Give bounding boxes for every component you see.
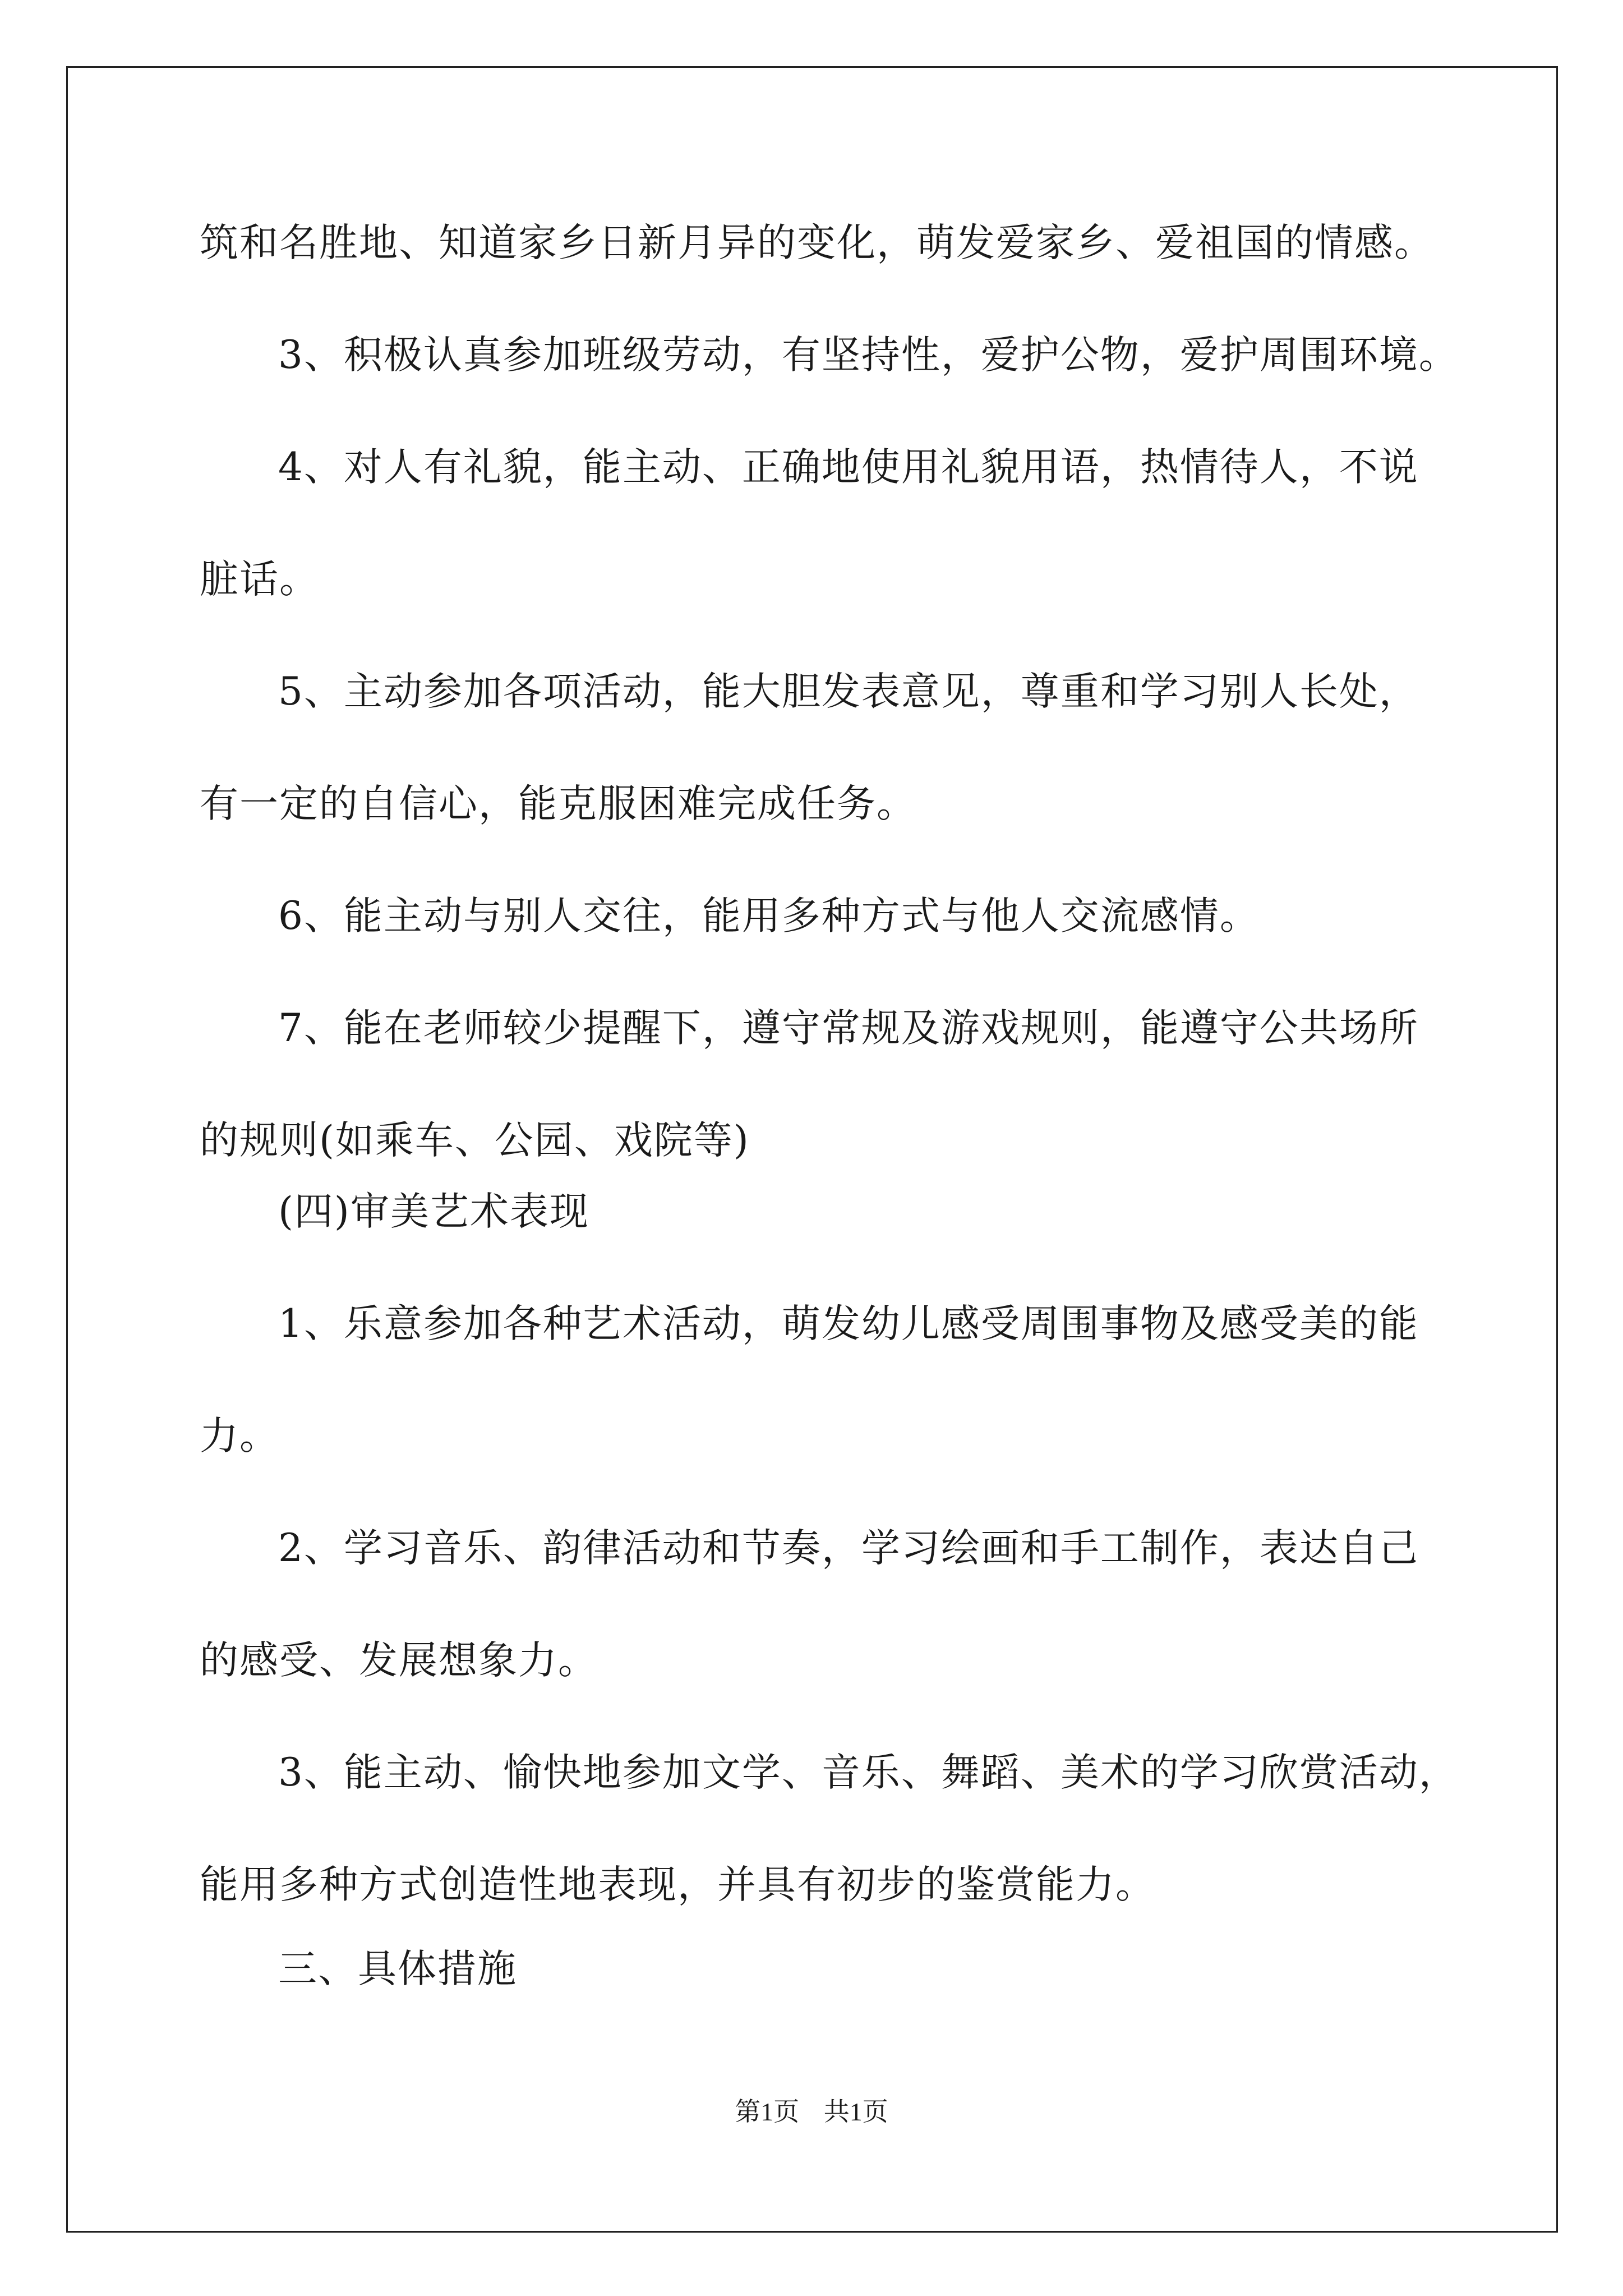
body-text-line: 筑和名胜地、知道家乡日新月异的变化，萌发爱家乡、爱祖国的情感。 (200, 220, 1434, 265)
list-item-6: 6、能主动与别人交往，能用多种方式与他人交流感情。 (278, 894, 1260, 938)
section-heading: (四)审美艺术表现 (278, 1189, 589, 1234)
body-text-line: 力。 (200, 1414, 279, 1458)
body-text-line: 能用多种方式创造性地表现，并具有初步的鉴赏能力。 (200, 1862, 1155, 1907)
list-item-3: 3、积极认真参加班级劳动，有坚持性，爱护公物，爱护周围环境。 (278, 333, 1459, 378)
list-item-5: 5、主动参加各项活动，能大胆发表意见，尊重和学习别人长处， (278, 669, 1419, 714)
page-total: 共1页 (823, 2097, 888, 2126)
body-text-line: 的规则(如乘车、公园、戏院等) (200, 1118, 750, 1163)
list-item-4: 4、对人有礼貌，能主动、正确地使用礼貌用语，热情待人，不说 (278, 445, 1419, 490)
page-footer (0, 2095, 1623, 2129)
list-item-1: 1、乐意参加各种艺术活动，萌发幼儿感受周围事物及感受美的能 (278, 1301, 1419, 1346)
list-item-3: 3、能主动、愉快地参加文学、音乐、舞蹈、美术的学习欣赏活动， (278, 1750, 1459, 1795)
body-text-line: 的感受、发展想象力。 (200, 1638, 598, 1683)
page-number: 第1页 (735, 2097, 800, 2126)
list-item-7: 7、能在老师较少提醒下，遵守常规及游戏规则，能遵守公共场所 (278, 1006, 1419, 1051)
section-heading: 三、具体措施 (278, 1947, 517, 1991)
body-text-line: 有一定的自信心，能克服困难完成任务。 (200, 781, 916, 826)
list-item-2: 2、学习音乐、韵律活动和节奏，学习绘画和手工制作，表达自己 (278, 1526, 1419, 1571)
body-text-line: 脏话。 (200, 557, 319, 602)
